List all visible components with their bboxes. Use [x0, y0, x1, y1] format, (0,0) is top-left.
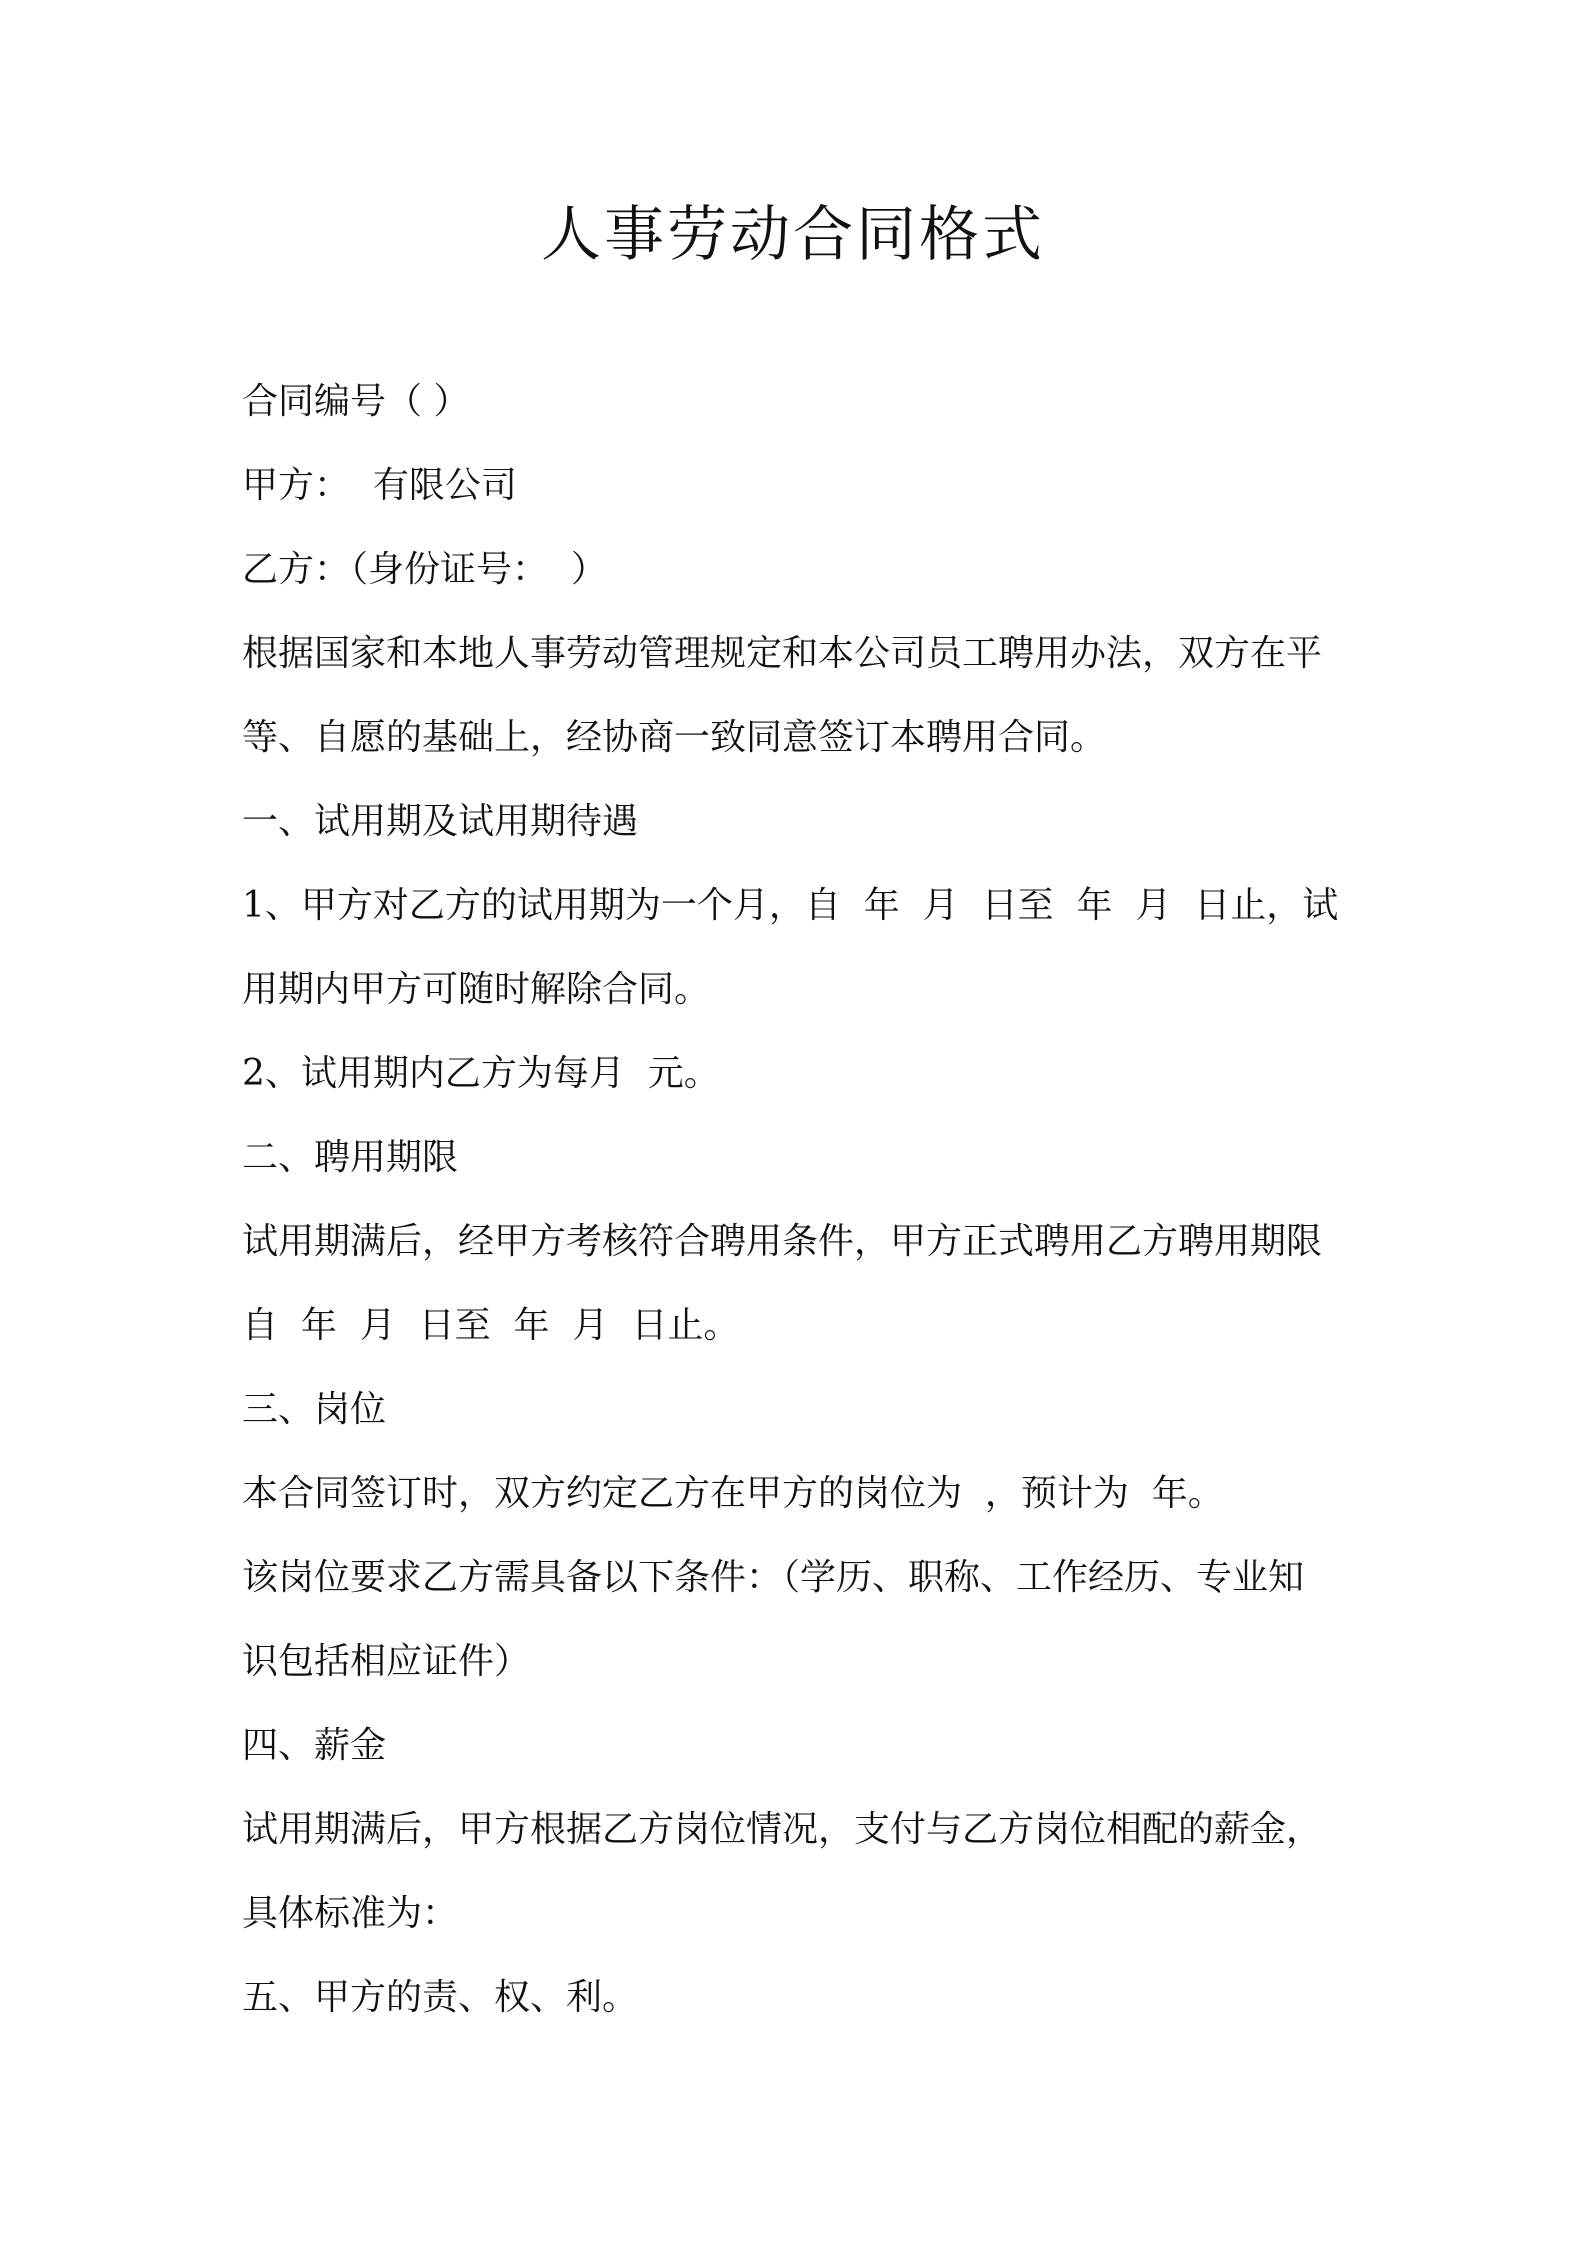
section-heading-position: 三、岗位	[242, 1389, 387, 1430]
section-heading-party-a-duties: 五、甲方的责、权、利。	[242, 1977, 639, 2018]
party-b-line: 乙方：（身份证号： ）	[242, 549, 607, 590]
contract-number-line: 合同编号（ ）	[242, 381, 470, 422]
preamble-line-2: 等、自愿的基础上，经协商一致同意签订本聘用合同。	[242, 717, 1107, 758]
section-heading-probation: 一、试用期及试用期待遇	[242, 801, 639, 842]
preamble-line-1: 根据国家和本地人事劳动管理规定和本公司员工聘用办法，双方在平	[242, 633, 1323, 674]
party-a-line: 甲方： 有限公司	[242, 465, 517, 506]
section-heading-term: 二、聘用期限	[242, 1137, 459, 1178]
position-requirements-line-2: 识包括相应证件）	[242, 1641, 531, 1682]
document-body	[242, 360, 1362, 2040]
clause-1-line-1: 1、甲方对乙方的试用期为一个月，自 年 月 日至 年 月 日止，试	[242, 885, 1339, 926]
salary-line-2: 具体标准为：	[242, 1893, 459, 1934]
document-title: 人事劳动合同格式	[541, 200, 1045, 270]
salary-line-1: 试用期满后，甲方根据乙方岗位情况，支付与乙方岗位相配的薪金，	[242, 1809, 1323, 1850]
position-line-1: 本合同签订时，双方约定乙方在甲方的岗位为 ，预计为 年。	[242, 1473, 1224, 1514]
clause-1-line-2: 用期内甲方可随时解除合同。	[242, 969, 711, 1010]
position-requirements-line-1: 该岗位要求乙方需具备以下条件：（学历、职称、工作经历、专业知	[242, 1557, 1305, 1598]
term-line-1: 试用期满后，经甲方考核符合聘用条件，甲方正式聘用乙方聘用期限	[242, 1221, 1323, 1262]
clause-2-line: 2、试用期内乙方为每月 元。	[242, 1053, 720, 1094]
term-line-2: 自 年 月 日至 年 月 日止。	[242, 1305, 740, 1346]
section-heading-salary: 四、薪金	[242, 1725, 387, 1766]
